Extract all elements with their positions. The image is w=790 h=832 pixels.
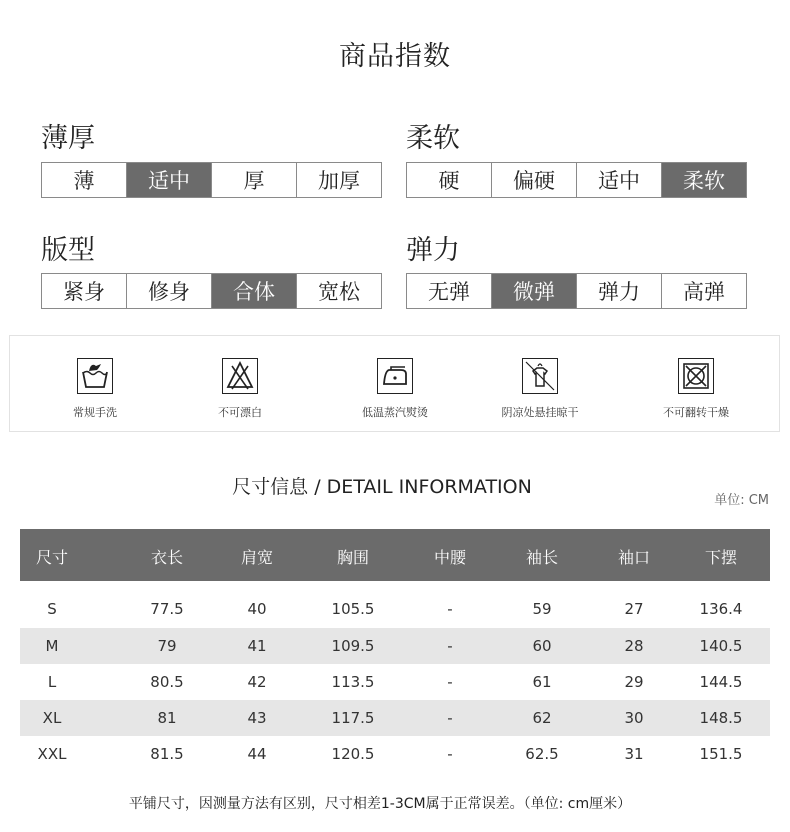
care-label: 不可翻转干燥 — [663, 406, 729, 419]
table-cell: XXL — [37, 745, 67, 763]
index-label: 柔软 — [406, 123, 460, 154]
table-cell: 81.5 — [150, 745, 184, 763]
index-option: 适中 — [576, 163, 661, 197]
measurement-note: 平铺尺寸，因测量方法有区别，尺寸相差1-3CM属于正常误差。（单位: cm厘米） — [128, 796, 632, 812]
table-cell: 29 — [624, 673, 644, 691]
table-header-cell: 胸围 — [336, 548, 370, 567]
index-option: 高弹 — [661, 274, 746, 308]
table-cell: 43 — [247, 709, 267, 727]
table-cell: 109.5 — [331, 637, 375, 655]
table-cell: 140.5 — [699, 637, 743, 655]
index-option: 薄 — [73, 169, 95, 193]
table-cell: 61 — [532, 673, 552, 691]
table-cell: 27 — [624, 600, 644, 618]
table-cell: - — [447, 637, 453, 655]
table-cell: 40 — [247, 600, 267, 618]
index-option: 硬 — [438, 169, 460, 193]
index-option: 修身 — [126, 274, 211, 308]
table-cell: S — [47, 600, 57, 618]
page-title: 商品指数 — [339, 41, 451, 72]
index-label: 版型 — [41, 235, 95, 266]
table-header-cell: 袖口 — [617, 548, 651, 567]
detail-title: 尺寸信息 / DETAIL INFORMATION — [232, 476, 532, 498]
care-item-shade-hang-dry — [470, 336, 610, 420]
table-cell: 30 — [624, 709, 644, 727]
table-row — [20, 664, 770, 700]
table-cell: 41 — [247, 637, 267, 655]
table-cell: 105.5 — [331, 600, 375, 618]
table-cell: 113.5 — [331, 673, 375, 691]
table-row — [20, 700, 770, 736]
index-option: 弹力 — [576, 274, 661, 308]
table-cell: 151.5 — [699, 745, 743, 763]
table-cell: 120.5 — [331, 745, 375, 763]
table-cell: XL — [42, 709, 62, 727]
table-cell: 136.4 — [699, 600, 743, 618]
index-option: 紧身 — [63, 280, 105, 304]
care-label: 低温蒸汽熨烫 — [362, 406, 428, 419]
table-cell: 79 — [157, 637, 177, 655]
index-scale — [406, 273, 747, 309]
table-header-cell: 衣长 — [150, 548, 184, 567]
care-item-no-bleach — [170, 336, 310, 420]
index-scale — [41, 162, 382, 198]
index-option: 无弹 — [428, 280, 470, 304]
table-cell: 59 — [532, 600, 552, 618]
no-tumble-dry-icon — [678, 358, 714, 394]
size-table-header — [20, 529, 770, 581]
index-label: 薄厚 — [41, 123, 95, 154]
table-cell: 28 — [624, 637, 644, 655]
care-label: 常规手洗 — [73, 406, 117, 419]
index-scale — [41, 273, 382, 309]
index-option-selected: 适中 — [126, 163, 211, 197]
table-cell: 80.5 — [150, 673, 184, 691]
table-cell: - — [447, 709, 453, 727]
care-label: 不可漂白 — [218, 406, 262, 419]
table-cell: 81 — [157, 709, 177, 727]
care-label: 阴凉处悬挂晾干 — [501, 406, 579, 419]
care-item-no-tumble-dry — [626, 336, 766, 420]
table-header-cell: 尺寸 — [36, 548, 69, 567]
index-option-selected: 微弹 — [491, 274, 576, 308]
care-item-low-temp-iron — [325, 336, 465, 420]
table-cell: M — [45, 637, 59, 655]
table-cell: 42 — [247, 673, 267, 691]
care-item-hand-wash — [25, 336, 165, 420]
table-header-cell: 中腰 — [433, 548, 467, 567]
table-cell: 60 — [532, 637, 552, 655]
table-cell: 144.5 — [699, 673, 743, 691]
table-cell: 148.5 — [699, 709, 743, 727]
table-cell: 44 — [247, 745, 267, 763]
index-option: 偏硬 — [491, 163, 576, 197]
table-row — [20, 628, 770, 664]
index-option: 加厚 — [296, 163, 381, 197]
table-header-cell: 下摆 — [704, 548, 738, 567]
table-cell: 31 — [624, 745, 644, 763]
table-header-cell: 袖长 — [525, 548, 559, 567]
care-instructions-panel — [9, 335, 780, 432]
shade-hang-dry-icon — [522, 358, 558, 394]
index-scale — [406, 162, 747, 198]
index-option-selected: 合体 — [211, 274, 296, 308]
table-cell: - — [447, 600, 453, 618]
table-row — [20, 736, 770, 772]
low-temp-iron-icon — [377, 358, 413, 394]
hand-wash-icon — [77, 358, 113, 394]
table-header-cell: 肩宽 — [240, 548, 274, 567]
table-cell: 117.5 — [331, 709, 375, 727]
index-option: 宽松 — [296, 274, 381, 308]
table-cell: - — [447, 745, 453, 763]
table-cell: 62 — [532, 709, 552, 727]
index-label: 弹力 — [406, 235, 460, 266]
no-bleach-icon — [222, 358, 258, 394]
index-option-selected: 柔软 — [661, 163, 746, 197]
index-option: 厚 — [211, 163, 296, 197]
table-cell: L — [47, 673, 57, 691]
table-cell: 77.5 — [150, 600, 184, 618]
table-cell: - — [447, 673, 453, 691]
table-cell: 62.5 — [525, 745, 559, 763]
unit-label: 单位: CM — [714, 493, 769, 508]
table-row — [20, 591, 770, 627]
